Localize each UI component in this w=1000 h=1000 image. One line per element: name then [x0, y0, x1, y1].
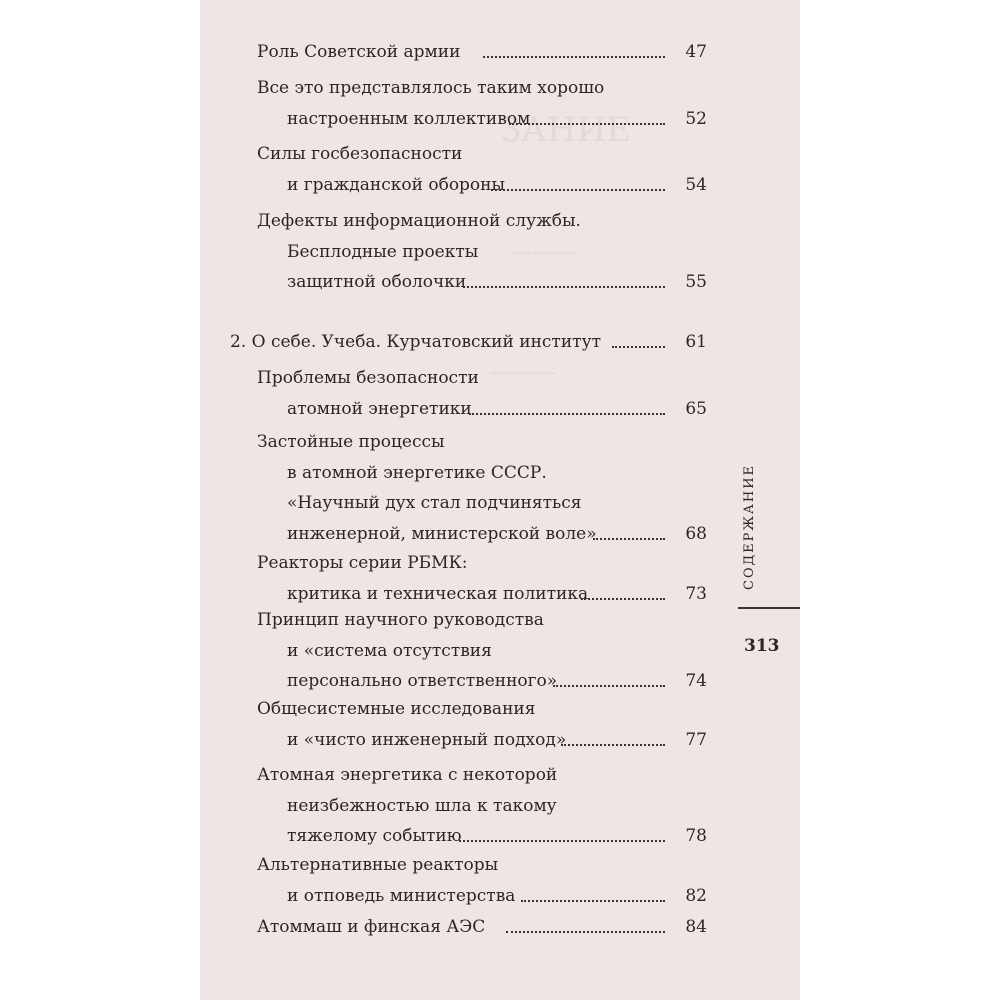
dot-leader [608, 327, 669, 357]
toc-entry-title-line: Альтернативные реакторы [257, 855, 499, 875]
toc-entry-page-number: 52 [685, 108, 707, 129]
bleed-through-text: ЗАНИЕ [500, 110, 632, 150]
toc-entry[interactable] [200, 912, 707, 943]
toc-entry-title-line: атомной энергетики [287, 398, 472, 419]
toc-entry-title-line: неизбежностью шла к такому [287, 795, 557, 816]
toc-entry[interactable] [200, 73, 707, 134]
toc-entry-title-line: Застойные процессы [257, 432, 445, 452]
table-of-contents [200, 0, 800, 1000]
toc-entry-title-line: Принцип научного руководства [257, 610, 544, 630]
toc-entry[interactable] [200, 760, 707, 852]
toc-entry-title-line: персонально ответственного» [287, 671, 558, 691]
toc-entry-title-line: защитной оболочки [287, 272, 467, 292]
section-running-head: СОДЕРЖАНИЕ [742, 463, 757, 590]
toc-entry-title-line: настроенным коллективом [287, 108, 531, 129]
toc-entry-title-line: в атомной энергетике СССР. [287, 462, 547, 483]
running-head-rule [738, 607, 800, 609]
toc-entry-title-line: и отповедь министерства [287, 885, 516, 906]
toc-entry[interactable] [200, 850, 707, 911]
dot-leader [589, 519, 669, 549]
toc-entry[interactable] [200, 605, 707, 697]
toc-entry-page-number: 82 [685, 885, 707, 906]
toc-entry-title-line: и «чисто инженерный подход» [287, 729, 567, 750]
toc-entry-title-line: Атоммаш и финская АЭС [257, 917, 486, 937]
toc-entry-title-line: Роль Советской армии [257, 42, 461, 62]
toc-entry-title-line: Проблемы безопасности [257, 368, 479, 388]
dot-leader [455, 821, 669, 851]
toc-entry[interactable] [200, 363, 707, 424]
toc-entry-page-number: 68 [685, 523, 707, 544]
dot-leader [487, 170, 669, 200]
toc-entry-title-line: Все это представлялось таким хорошо [257, 78, 605, 98]
dot-leader [459, 267, 669, 297]
toc-entry[interactable] [200, 427, 707, 549]
toc-entry-title-line: 2. О себе. Учеба. Курчатовский институт [230, 332, 601, 352]
dot-leader [505, 104, 669, 134]
toc-entry-title-line: Реакторы серии РБМК: [257, 553, 468, 573]
toc-entry-title-line: и «система отсутствия [287, 640, 492, 661]
toc-entry[interactable] [200, 327, 707, 358]
toc-entry-title-line: Бесплодные проекты [287, 241, 479, 262]
book-page [200, 0, 800, 1000]
toc-entry-page-number: 78 [685, 826, 707, 846]
toc-entry[interactable] [200, 548, 707, 609]
bleed-through-text: ——— [510, 240, 576, 265]
toc-entry-title-line: и гражданской обороны [287, 174, 506, 195]
toc-entry-title-line: Атомная энергетика с некоторой [257, 765, 558, 785]
dot-leader [577, 579, 669, 609]
toc-entry-title-line: Дефекты информационной службы. [257, 211, 581, 231]
dot-leader [557, 725, 669, 755]
toc-entry-page-number: 73 [685, 583, 707, 604]
toc-entry[interactable] [200, 37, 707, 68]
dot-leader [479, 37, 669, 67]
toc-entry-title-line: критика и техническая политика [287, 583, 589, 604]
toc-entry-page-number: 65 [685, 398, 707, 419]
toc-entry-title-line: Силы госбезопасности [257, 144, 463, 164]
toc-entry-page-number: 47 [685, 42, 707, 62]
toc-entry-page-number: 74 [685, 671, 707, 691]
toc-entry-page-number: 77 [685, 729, 707, 750]
dot-leader [549, 666, 669, 696]
toc-entry-title-line: Общесистемные исследования [257, 699, 536, 719]
toc-entry-title-line: инженерной, министерской воле» [287, 523, 597, 544]
dot-leader [517, 881, 669, 911]
toc-entry-page-number: 84 [685, 917, 707, 937]
toc-entry-title-line: тяжелому событию [287, 826, 462, 846]
toc-entry[interactable] [200, 139, 707, 200]
toc-entry-page-number: 61 [685, 332, 707, 352]
toc-entry-page-number: 55 [685, 272, 707, 292]
toc-entry[interactable] [200, 206, 707, 298]
toc-entry-title-line: «Научный дух стал подчиняться [287, 493, 582, 513]
bleed-through-text: ——— [490, 360, 556, 385]
toc-entry[interactable] [200, 694, 707, 755]
dot-leader [502, 912, 669, 942]
page-number: 313 [744, 636, 780, 656]
dot-leader [465, 394, 669, 424]
toc-entry-page-number: 54 [685, 174, 707, 195]
